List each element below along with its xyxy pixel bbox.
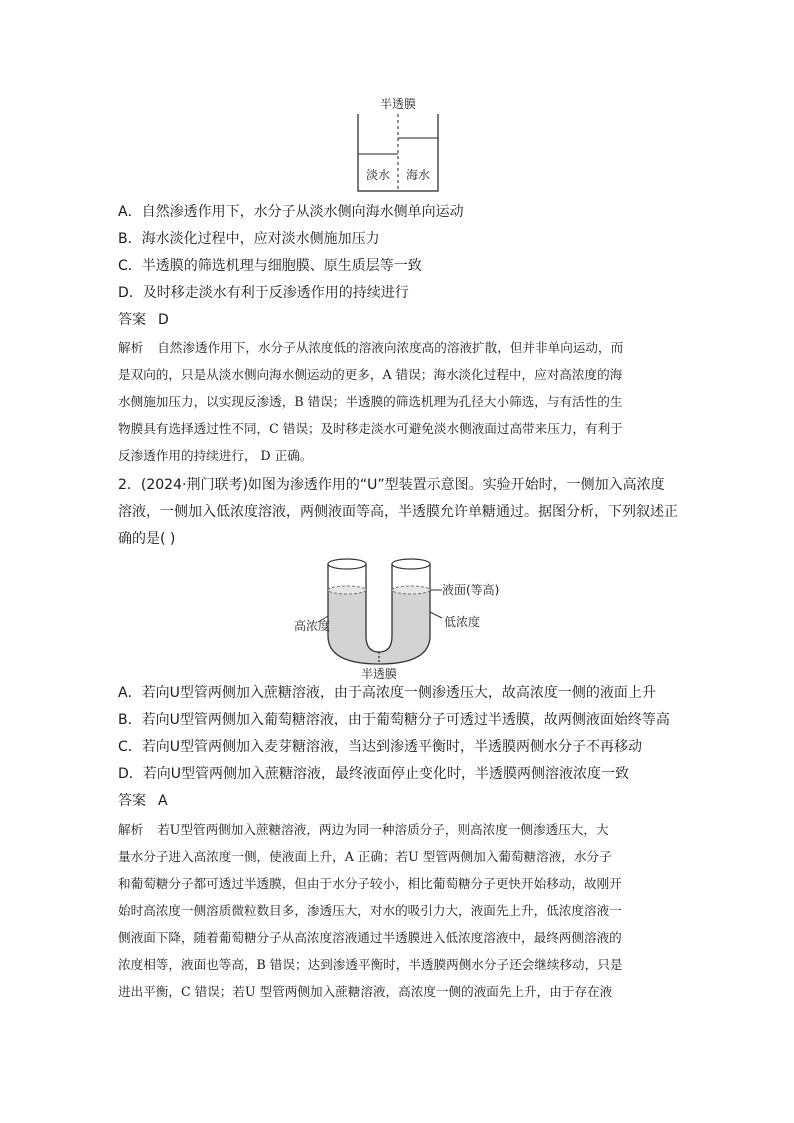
u-tube-inner <box>366 564 392 652</box>
q2-stem-line: 确的是( ) <box>118 531 176 547</box>
beaker-diagram <box>340 90 470 200</box>
membrane-label: 半透膜 <box>379 97 417 111</box>
membrane-label: 半透膜 <box>360 667 398 680</box>
answer-label: 答案 <box>118 793 146 809</box>
q1-option-b: B．海水淡化过程中，应对淡水侧施加压力 <box>118 231 380 247</box>
q2-stem-line: 溶液，一侧加入低浓度溶液，两侧液面等高，半透膜允许单糖通过。据图分析，下列叙述正 <box>118 504 678 520</box>
fresh-water-label: 淡水 <box>365 168 391 182</box>
answer-value: A <box>158 793 168 809</box>
right-liquid-surface <box>392 586 430 594</box>
q2-explanation-line: 浓度相等，液面也等高，B 错误；达到渗透平衡时，半透膜两侧水分子还会继续移动，只是 <box>118 957 623 972</box>
q1-option-a: A．自然渗透作用下，水分子从淡水侧向海水侧单向运动 <box>118 204 464 220</box>
q1-answer <box>118 310 169 330</box>
q1-explanation-line: 是双向的，只是从淡水侧向海水侧运动的更多，A 错误；海水淡化过程中，应对高浓度的海 <box>118 367 623 382</box>
q2-answer <box>118 791 168 811</box>
q1-option-d: D．及时移走淡水有利于反渗透作用的持续进行 <box>118 285 409 301</box>
sea-water-label: 海水 <box>405 168 431 182</box>
q2-explanation-line: 侧液面下降，随着葡萄糖分子从高浓度溶液通过半透膜进入低浓度溶液中，最终两侧溶液的 <box>118 930 622 945</box>
explanation-label: 解析 <box>118 340 144 355</box>
explanation-label: 解析 <box>118 822 144 837</box>
q2-option-b: B．若向U型管两侧加入葡萄糖溶液，由于葡萄糖分子可透过半透膜，故两侧液面始终等高 <box>118 712 670 728</box>
q2-option-d: D．若向U型管两侧加入蔗糖溶液，最终液面停止变化时，半透膜两侧溶液浓度一致 <box>118 766 630 782</box>
q2-explanation-line: 始时高浓度一侧溶质微粒数目多，渗透压大，对水的吸引力大，液面先上升，低浓度溶液一 <box>118 903 622 918</box>
left-liquid-surface <box>328 586 366 594</box>
u-tube-diagram <box>290 552 510 680</box>
left-opening <box>328 559 366 569</box>
q2-option-c: C．若向U型管两侧加入麦芽糖溶液，当达到渗透平衡时，半透膜两侧水分子不再移动 <box>118 739 643 755</box>
level-label: 液面(等高) <box>442 583 500 597</box>
q1-explanation-line: 反渗透作用的持续进行， D 正确。 <box>118 448 313 463</box>
q2-explanation-line: 和葡萄糖分子都可透过半透膜，但由于水分子较小，相比葡萄糖分子更快开始移动，故刚开 <box>118 876 622 891</box>
answer-label: 答案 <box>118 312 146 328</box>
q1-explanation-line: 物膜具有选择透过性不同，C 错误；及时移走淡水可避免淡水侧液面过高带来压力，有利于 <box>118 421 623 436</box>
q1-explanation-line: 水侧施加压力，以实现反渗透，B 错误；半透膜的筛选机理为孔径大小筛选，与有活性的生 <box>118 394 623 409</box>
q1-option-c: C．半透膜的筛选机理与细胞膜、原生质层等一致 <box>118 258 422 274</box>
q2-explanation-line: 量水分子进入高浓度一侧，使液面上升，A 正确；若U 型管两侧加入葡萄糖溶液，水分子 <box>118 849 612 864</box>
q2-explanation-line: 进出平衡，C 错误；若U 型管两侧加入蔗糖溶液，高浓度一侧的液面先上升，由于存在液 <box>118 984 613 999</box>
high-concentration-label: 高浓度 <box>294 619 331 633</box>
right-opening <box>392 559 430 569</box>
q2-explanation-line: 解析 若U型管两侧加入蔗糖溶液，两边为同一种溶质分子，则高浓度一侧渗透压大，大 <box>118 822 609 837</box>
q1-explanation-line: 解析 自然渗透作用下，水分子从浓度低的溶液向浓度高的溶液扩散，但并非单向运动，而 <box>118 340 624 355</box>
low-concentration-label: 低浓度 <box>444 615 481 629</box>
q2-stem-line: 2．(2024·荆门联考)如图为渗透作用的“U”型装置示意图。实验开始时，一侧加入高浓度 <box>118 477 665 493</box>
answer-value: D <box>158 312 169 328</box>
q2-option-a: A．若向U型管两侧加入蔗糖溶液，由于高浓度一侧渗透压大，故高浓度一侧的液面上升 <box>118 685 656 701</box>
